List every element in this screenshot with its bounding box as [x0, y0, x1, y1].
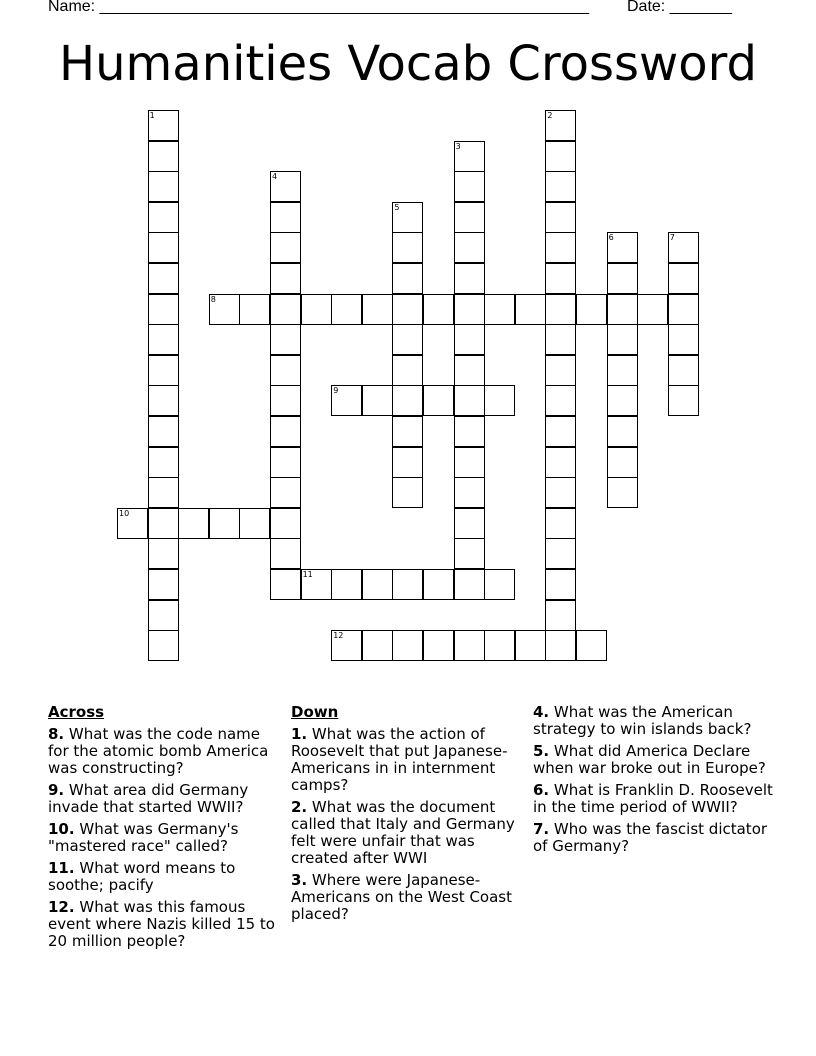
crossword-cell[interactable] [148, 477, 179, 508]
crossword-cell[interactable] [545, 447, 576, 478]
crossword-cell[interactable] [148, 171, 179, 202]
crossword-cell[interactable] [270, 324, 301, 355]
crossword-cell[interactable] [454, 477, 485, 508]
across-clue-9 [48, 782, 278, 816]
crossword-cell[interactable] [668, 385, 699, 416]
down-clue-6 [533, 782, 773, 816]
crossword-cell[interactable] [668, 263, 699, 294]
crossword-cell[interactable] [607, 232, 638, 263]
crossword-cell[interactable] [148, 324, 179, 355]
clue-text: What did America Declare when war broke out in Europe? [533, 742, 766, 777]
crossword-cell[interactable] [209, 508, 240, 539]
cell-number: 8 [210, 294, 216, 304]
crossword-cell[interactable] [454, 508, 485, 539]
crossword-cell[interactable] [392, 263, 423, 294]
crossword-cell[interactable] [668, 355, 699, 386]
crossword-cell[interactable] [148, 630, 179, 661]
cell-number: 6 [608, 233, 614, 243]
crossword-cell[interactable] [392, 416, 423, 447]
clue-number: 4. [533, 703, 550, 721]
clue-number: 1. [291, 725, 308, 743]
crossword-cell[interactable] [392, 294, 423, 325]
crossword-cell[interactable] [454, 416, 485, 447]
crossword-cell[interactable] [270, 171, 301, 202]
clue-text: What was the document called that Italy and Germany felt were unfair that was created after WWI [291, 798, 515, 867]
crossword-cell[interactable] [392, 477, 423, 508]
crossword-cell[interactable] [270, 477, 301, 508]
crossword-cell[interactable] [270, 263, 301, 294]
name-field-label: Name: _______________________________________________________ [48, 0, 589, 15]
clue-number: 11. [48, 859, 75, 877]
across-clue-12 [48, 899, 278, 950]
crossword-cell[interactable] [545, 232, 576, 263]
down-heading: Down [291, 703, 339, 721]
crossword-cell[interactable] [545, 324, 576, 355]
crossword-cell[interactable] [545, 477, 576, 508]
cell-number: 7 [669, 233, 675, 243]
clue-text: Where were Japanese-Americans on the West Coast placed? [291, 871, 512, 923]
crossword-cell[interactable] [270, 294, 301, 325]
clue-number: 2. [291, 798, 308, 816]
cell-number: 10 [119, 508, 130, 518]
clue-number: 6. [533, 781, 550, 799]
crossword-cell[interactable] [148, 508, 179, 539]
cell-number: 11 [302, 570, 313, 579]
crossword-cell[interactable] [270, 508, 301, 539]
crossword-cell[interactable] [545, 141, 576, 172]
crossword-cell[interactable] [545, 630, 576, 661]
crossword-cell[interactable] [148, 569, 179, 600]
crossword-cell[interactable] [392, 385, 423, 416]
crossword-cell[interactable] [392, 569, 423, 600]
crossword-cell[interactable] [668, 232, 699, 263]
crossword-cell[interactable] [454, 171, 485, 202]
crossword-cell[interactable] [148, 385, 179, 416]
clue-text: What was the code name for the atomic bomb America was constructing? [48, 725, 269, 777]
crossword-cell[interactable] [239, 294, 270, 325]
crossword-cell[interactable] [515, 294, 546, 325]
crossword-cell[interactable] [545, 538, 576, 569]
crossword-cell[interactable] [362, 569, 393, 600]
crossword-cell[interactable] [545, 569, 576, 600]
crossword-cell[interactable] [545, 171, 576, 202]
date-field-label: Date: _______ [627, 0, 732, 15]
crossword-cell[interactable] [454, 263, 485, 294]
crossword-cell[interactable] [454, 355, 485, 386]
crossword-cell[interactable] [423, 569, 454, 600]
crossword-cell[interactable] [668, 324, 699, 355]
crossword-cell[interactable] [270, 447, 301, 478]
crossword-cell[interactable] [331, 630, 362, 661]
crossword-cell[interactable] [423, 385, 454, 416]
crossword-cell[interactable] [545, 294, 576, 325]
crossword-cell[interactable] [239, 508, 270, 539]
crossword-cell[interactable] [301, 294, 332, 325]
clue-text: What was the action of Roosevelt that put Japanese-Americans in in internment camps? [291, 725, 508, 794]
down-clues-column-2 [533, 704, 773, 860]
crossword-cell[interactable] [454, 385, 485, 416]
crossword-cell[interactable] [454, 232, 485, 263]
crossword-cell[interactable] [668, 294, 699, 325]
clue-text: What word means to soothe; pacify [48, 859, 236, 894]
crossword-cell[interactable] [545, 600, 576, 631]
crossword-cell[interactable] [545, 385, 576, 416]
crossword-cell[interactable] [331, 569, 362, 600]
cell-number: 5 [394, 202, 400, 212]
crossword-cell[interactable] [148, 447, 179, 478]
cell-number: 3 [455, 141, 461, 151]
clue-text: Who was the fascist dictator of Germany? [533, 820, 768, 855]
clue-text: What area did Germany invade that started WWII? [48, 781, 249, 816]
cell-number: 12 [333, 631, 344, 641]
crossword-cell[interactable] [148, 294, 179, 325]
crossword-cell[interactable] [148, 232, 179, 263]
crossword-cell[interactable] [392, 447, 423, 478]
crossword-cell[interactable] [545, 263, 576, 294]
across-clue-8 [48, 726, 278, 777]
crossword-cell[interactable] [392, 355, 423, 386]
crossword-cell[interactable] [270, 232, 301, 263]
crossword-cell[interactable] [607, 355, 638, 386]
crossword-cell[interactable] [454, 324, 485, 355]
crossword-cell[interactable] [270, 202, 301, 233]
crossword-cell[interactable] [454, 447, 485, 478]
page-title: Humanities Vocab Crossword [59, 36, 757, 92]
crossword-cell[interactable] [545, 355, 576, 386]
crossword-cell[interactable] [515, 630, 546, 661]
crossword-cell[interactable] [392, 232, 423, 263]
crossword-cell[interactable] [545, 202, 576, 233]
crossword-cell[interactable] [148, 110, 179, 141]
crossword-cell[interactable] [270, 416, 301, 447]
across-clues-column [48, 704, 278, 955]
crossword-cell[interactable] [148, 538, 179, 569]
crossword-cell[interactable] [607, 263, 638, 294]
crossword-cell[interactable] [545, 416, 576, 447]
across-heading: Across [48, 703, 105, 721]
crossword-cell[interactable] [178, 508, 209, 539]
cell-number: 4 [272, 172, 278, 182]
crossword-cell[interactable] [576, 294, 607, 325]
down-clue-3 [291, 872, 529, 923]
clue-text: What was the American strategy to win islands back? [533, 703, 752, 738]
across-clue-10 [48, 821, 278, 855]
crossword-cell[interactable] [148, 202, 179, 233]
crossword-cell[interactable] [270, 569, 301, 600]
clue-number: 5. [533, 742, 550, 760]
crossword-cell[interactable] [270, 355, 301, 386]
crossword-cell[interactable] [301, 569, 332, 600]
crossword-cell[interactable] [117, 508, 148, 539]
crossword-cell[interactable] [484, 385, 515, 416]
down-clues-column-1 [291, 704, 529, 928]
clue-number: 9. [48, 781, 65, 799]
crossword-cell[interactable] [607, 324, 638, 355]
clue-number: 10. [48, 820, 75, 838]
crossword-cell[interactable] [607, 294, 638, 325]
cell-number: 2 [547, 111, 553, 120]
crossword-cell[interactable] [454, 538, 485, 569]
crossword-cell[interactable] [576, 630, 607, 661]
crossword-cell[interactable] [331, 294, 362, 325]
crossword-cell[interactable] [362, 294, 393, 325]
clue-text: What was this famous event where Nazis killed 15 to 20 million people? [48, 898, 275, 950]
crossword-cell[interactable] [148, 141, 179, 172]
crossword-cell[interactable] [392, 324, 423, 355]
crossword-cell[interactable] [454, 202, 485, 233]
crossword-cell[interactable] [148, 263, 179, 294]
crossword-cell[interactable] [545, 110, 576, 141]
crossword-cell[interactable] [607, 385, 638, 416]
crossword-cell[interactable] [484, 630, 515, 661]
crossword-cell[interactable] [392, 202, 423, 233]
crossword-cell[interactable] [607, 416, 638, 447]
cell-number: 9 [333, 386, 339, 396]
clue-number: 3. [291, 871, 308, 889]
clue-text: What was Germany's "mastered race" called? [48, 820, 239, 855]
crossword-cell[interactable] [484, 569, 515, 600]
crossword-cell[interactable] [607, 447, 638, 478]
across-clue-11 [48, 860, 278, 894]
down-clue-4 [533, 704, 773, 738]
down-clue-5 [533, 743, 773, 777]
clue-number: 12. [48, 898, 75, 916]
down-clue-2 [291, 799, 529, 867]
crossword-cell[interactable] [423, 630, 454, 661]
cell-number: 1 [149, 111, 155, 120]
crossword-cell[interactable] [454, 294, 485, 325]
crossword-cell[interactable] [423, 294, 454, 325]
crossword-cell[interactable] [454, 141, 485, 172]
crossword-cell[interactable] [148, 416, 179, 447]
crossword-cell[interactable] [362, 630, 393, 661]
crossword-cell[interactable] [545, 508, 576, 539]
crossword-cell[interactable] [637, 294, 668, 325]
crossword-cell[interactable] [484, 294, 515, 325]
down-clue-1 [291, 726, 529, 794]
down-clue-7 [533, 821, 773, 855]
clue-number: 8. [48, 725, 65, 743]
crossword-cell[interactable] [392, 630, 423, 661]
crossword-cell[interactable] [148, 600, 179, 631]
crossword-cell[interactable] [270, 538, 301, 569]
crossword-cell[interactable] [148, 355, 179, 386]
crossword-cell[interactable] [362, 385, 393, 416]
clue-text: What is Franklin D. Roosevelt in the time period of WWII? [533, 781, 773, 816]
clue-number: 7. [533, 820, 550, 838]
crossword-cell[interactable] [607, 477, 638, 508]
crossword-cell[interactable] [454, 630, 485, 661]
crossword-cell[interactable] [454, 569, 485, 600]
crossword-cell[interactable] [331, 385, 362, 416]
crossword-cell[interactable] [270, 385, 301, 416]
crossword-cell[interactable] [209, 294, 240, 325]
